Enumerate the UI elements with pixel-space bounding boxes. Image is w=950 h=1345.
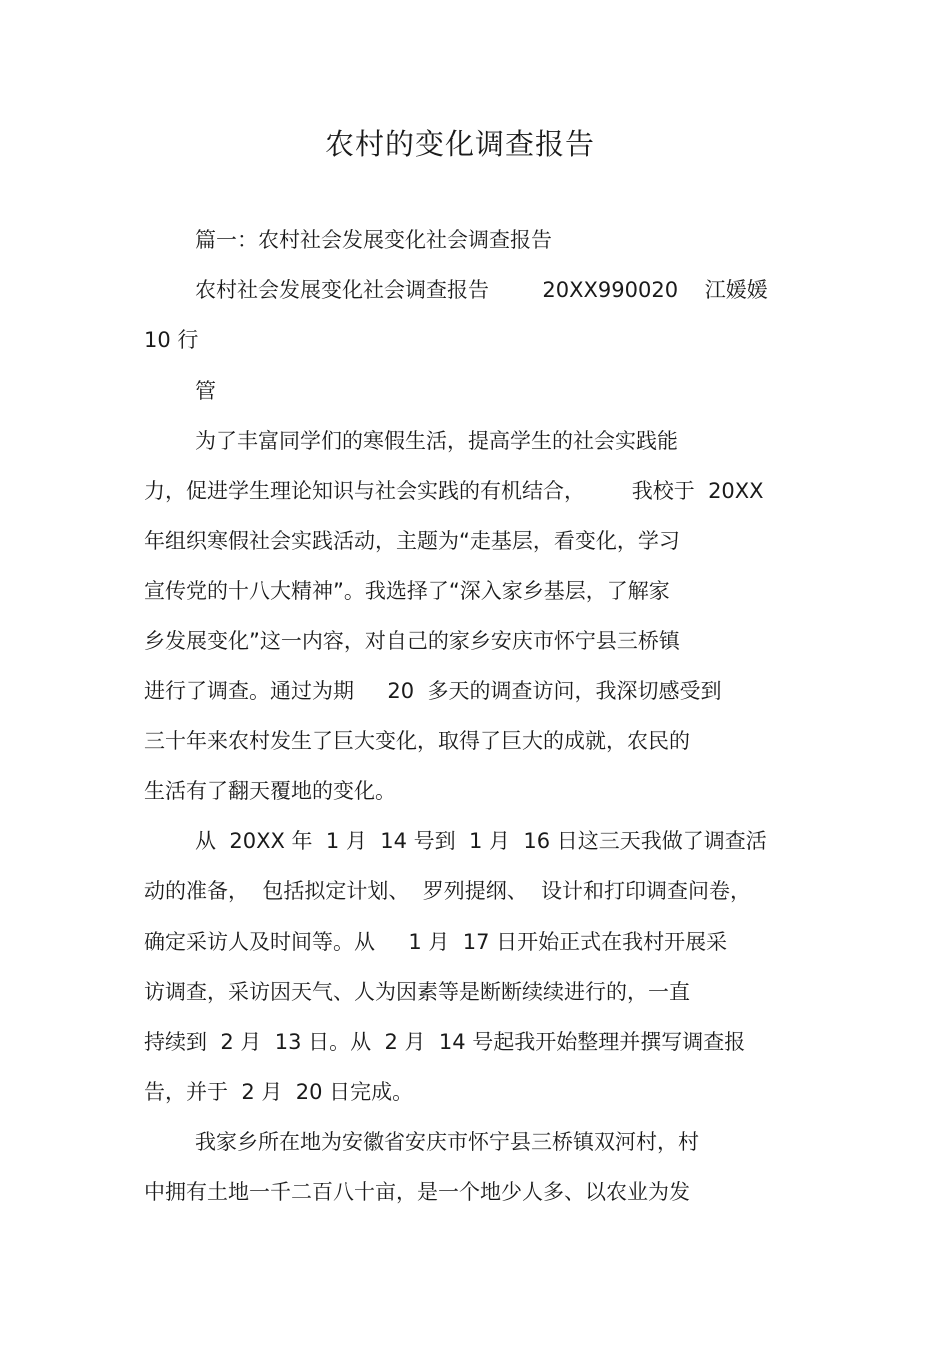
- paragraph-1-line: 生活有了翻天覆地的变化。: [144, 779, 396, 803]
- report-info-line-cont: 10 行: [144, 328, 199, 352]
- paragraph-2-line: 从 20XX 年 1 月 14 号到 1 月 16 日这三天我做了调查活: [195, 829, 767, 853]
- section-heading: 篇一：农村社会发展变化社会调查报告: [195, 228, 552, 252]
- paragraph-1-line: 年组织寒假社会实践活动，主题为“走基层，看变化，学习: [144, 529, 680, 553]
- paragraph-1-line: 为了丰富同学们的寒假生活，提高学生的社会实践能: [195, 429, 678, 453]
- paragraph-2-line: 动的准备， 包括拟定计划、 罗列提纲、 设计和打印调查问卷，: [144, 879, 752, 903]
- paragraph-2-line: 确定采访人及时间等。从 1 月 17 日开始正式在我村开展采: [144, 930, 728, 954]
- report-info-line: 农村社会发展变化社会调查报告 20XX990020 江媛媛: [195, 278, 768, 302]
- paragraph-1-line: 三十年来农村发生了巨大变化，取得了巨大的成就，农民的: [144, 729, 690, 753]
- paragraph-2-line: 访调查，采访因天气、人为因素等是断断续续进行的，一直: [144, 980, 690, 1004]
- report-info-line-end: 管: [195, 379, 216, 403]
- document-title: 农村的变化调查报告: [324, 127, 595, 161]
- paragraph-1-line: 乡发展变化”这一内容，对自己的家乡安庆市怀宁县三桥镇: [144, 629, 680, 653]
- paragraph-3-line: 中拥有土地一千二百八十亩，是一个地少人多、以农业为发: [144, 1180, 690, 1204]
- paragraph-1-line: 宣传党的十八大精神”。我选择了“深入家乡基层，了解家: [144, 579, 670, 603]
- paragraph-1-line: 进行了调查。通过为期 20 多天的调查访问，我深切感受到: [144, 679, 722, 703]
- paragraph-2-line: 告，并于 2 月 20 日完成。: [144, 1080, 414, 1104]
- paragraph-1-line: 力，促进学生理论知识与社会实践的有机结合， 我校于 20XX: [144, 479, 764, 503]
- paragraph-2-line: 持续到 2 月 13 日。从 2 月 14 号起我开始整理并撰写调查报: [144, 1030, 746, 1054]
- paragraph-3-line: 我家乡所在地为安徽省安庆市怀宁县三桥镇双河村，村: [195, 1130, 699, 1154]
